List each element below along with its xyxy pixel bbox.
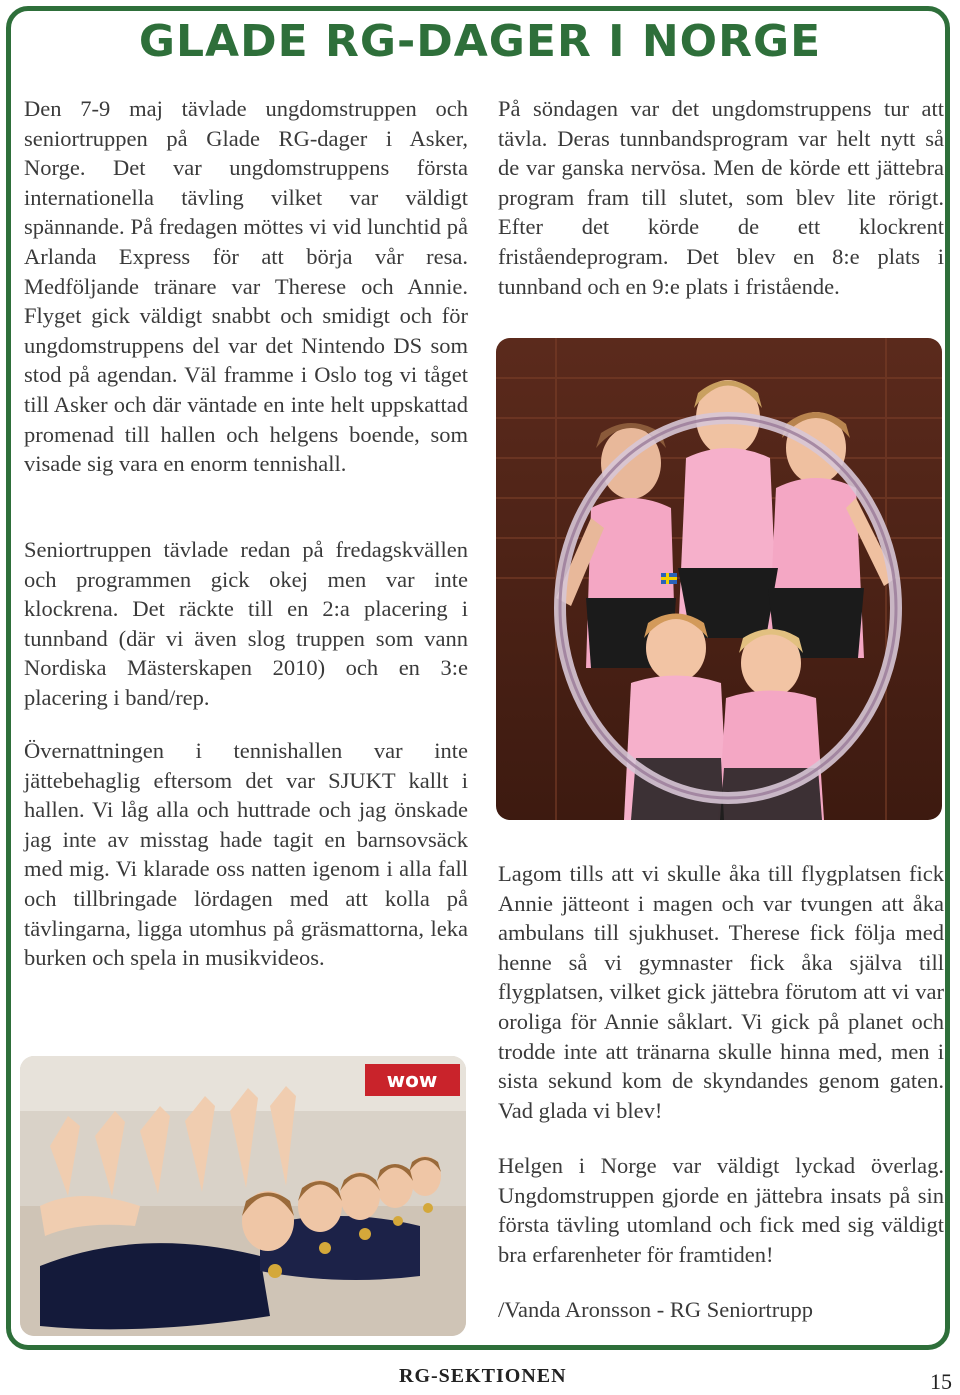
page-number: 15 xyxy=(930,1369,952,1394)
left-paragraph-2: Seniortruppen tävlade redan på fredagskvällen och programmen gick okej men var inte klockrena. Det räckte till en 2:a placering i tunnband (där vi även slog truppen som vann Nordiska Mästerskapen 2010) och en 3:e placering i band/rep. xyxy=(24,537,468,710)
signature: /Vanda Aronsson - RG Seniortrupp xyxy=(498,1297,813,1322)
photo-senior-team-graphic xyxy=(20,1056,466,1336)
photo-senior-team-with-medals xyxy=(20,1056,466,1336)
photo-youth-team-graphic xyxy=(496,338,942,820)
section-label: RG-SEKTIONEN xyxy=(399,1365,567,1387)
photo-youth-team-with-hoop xyxy=(496,338,942,820)
right-paragraph-3: Helgen i Norge var väldigt lyckad överlag. Ungdomstruppen gjorde en jättebra insats på sin första tävling utomland och fick med sig väldigt bra erfarenheter för framtiden! xyxy=(498,1153,944,1267)
right-paragraph-1: På söndagen var det ungdomstruppens tur att tävla. Deras tunnbandsprogram var helt nytt så de var ganska nervösa. Men de körde ett jättebra program fram till slutet, som blev lite rörigt. Efter det körde de ett klockrent friståendeprogram. Det blev en 8:e plats i tunnband och en 9:e plats i fristående. xyxy=(498,96,944,299)
left-paragraph-3: Övernattningen i tennishallen var inte jättebehaglig eftersom det var SJUKT kallt i hallen. Vi låg alla och huttrade och jag önskade jag inte av misstag hade tagit en barnsovsäck med mig. Vi klarade oss natten igenom i alla fall och tillbringade lördagen med att kolla på tävlingarna, ligga utomhus på gräsmattorna, leka burken och spela in musikvideos. xyxy=(24,738,468,971)
right-paragraph-2: Lagom tills att vi skulle åka till flygplatsen fick Annie jätteont i magen och var tvungen att åka ambulans till sjukhuset. Therese fick följa med henne så vi gymnaster fick åka själva till flygplatsen, vilket gick jättebra förutom att vi var oroliga för Annie såklart. Vi gick på planet och trodde inte att tränarna skulle hinna med, men i sista sekund kom de skyndandes genom gaten. Vad glada vi blev! xyxy=(498,861,944,1123)
article-title: GLADE RG-DAGER I NORGE xyxy=(138,16,822,67)
banner-text: wow xyxy=(386,1068,438,1092)
left-paragraph-1: Den 7-9 maj tävlade ungdomstruppen och seniortruppen på Glade RG-dager i Asker, Norge. Det var ungdomstruppens första internationella tävling vilket var väldigt spännande. På fredagen möttes vi vid lunchtid på Arlanda Express för att börja vår resa. Medföljande tränare var Therese och Annie. Flyget gick väldigt snabbt och smidigt och för ungdomstruppens del var det Nintendo DS som stod på agendan. Väl framme i Oslo tog vi tåget till Asker och där väntade en inte helt uppskattad promenad till hallen och helgens boende, som visade sig vara en enorm tennishall. xyxy=(24,96,468,477)
